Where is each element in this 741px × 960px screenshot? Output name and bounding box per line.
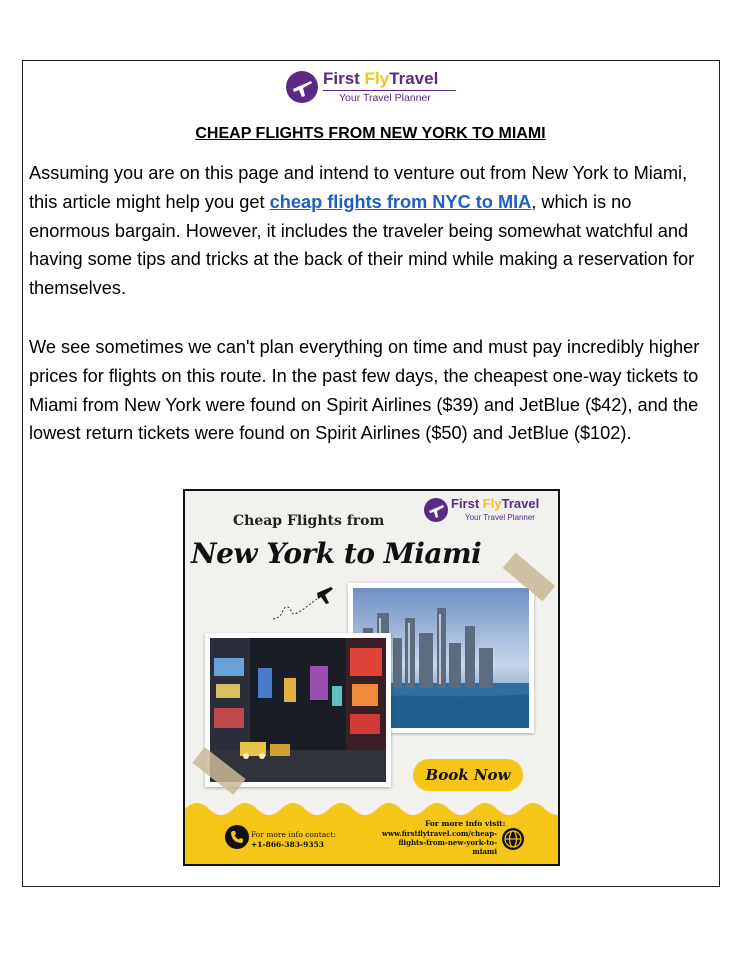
phone-icon: [225, 825, 249, 849]
logo-underline: [323, 90, 456, 91]
visit-url: www.firstflytravel.com/cheap-flights-from-new-york-to-miami: [381, 829, 497, 856]
paragraph-text: , which is no enormous bargain. However, it includes the traveler being somewhat watchful and having some tips and tricks at the back of their mind while making a reservation for themselves.: [29, 191, 695, 299]
new-york-street-image: [210, 638, 386, 782]
visit-label: For more info visit:: [425, 819, 506, 828]
banner-brand-name: First FlyTravel: [451, 496, 540, 511]
airplane-icon: [271, 583, 341, 623]
article-paragraph-1: [29, 159, 713, 303]
brand-name: First FlyTravel: [323, 69, 439, 88]
promo-banner: [183, 489, 560, 866]
contact-phone: +1-866-383-9353: [251, 840, 325, 849]
airplane-logo-icon: [285, 70, 319, 104]
brand-tagline: Your Travel Planner: [339, 92, 431, 104]
cheap-flights-link[interactable]: cheap flights from NYC to MIA: [269, 191, 532, 212]
contact-label: For more info contact:: [251, 830, 336, 839]
globe-icon: [501, 827, 525, 851]
airplane-logo-icon: [423, 497, 449, 523]
article-paragraph-2: We see sometimes we can't plan everything on time and must pay incredibly higher prices for flights on this route. In the past few days, the cheapest one-way tickets to Miami from New York were found on Spirit Airlines ($39) and JetBlue ($42), and the lowest return tickets were found on Spirit Airlines ($50) and JetBlue ($102).: [29, 337, 700, 444]
banner-logo: [423, 495, 558, 525]
brand-logo: [285, 70, 460, 106]
banner-subtitle: Cheap Flights from: [233, 513, 385, 529]
banner-brand-tagline: Your Travel Planner: [465, 513, 535, 522]
banner-title: New York to Miami: [191, 537, 482, 570]
article-heading: CHEAP FLIGHTS FROM NEW YORK TO MIAMI: [195, 125, 546, 142]
new-york-street-photo: [205, 633, 391, 787]
paragraph-text: Assuming you are on this page and intend to venture out from New York to Miami, this article might help you get: [29, 163, 688, 212]
book-now-button[interactable]: Book Now: [413, 759, 523, 791]
